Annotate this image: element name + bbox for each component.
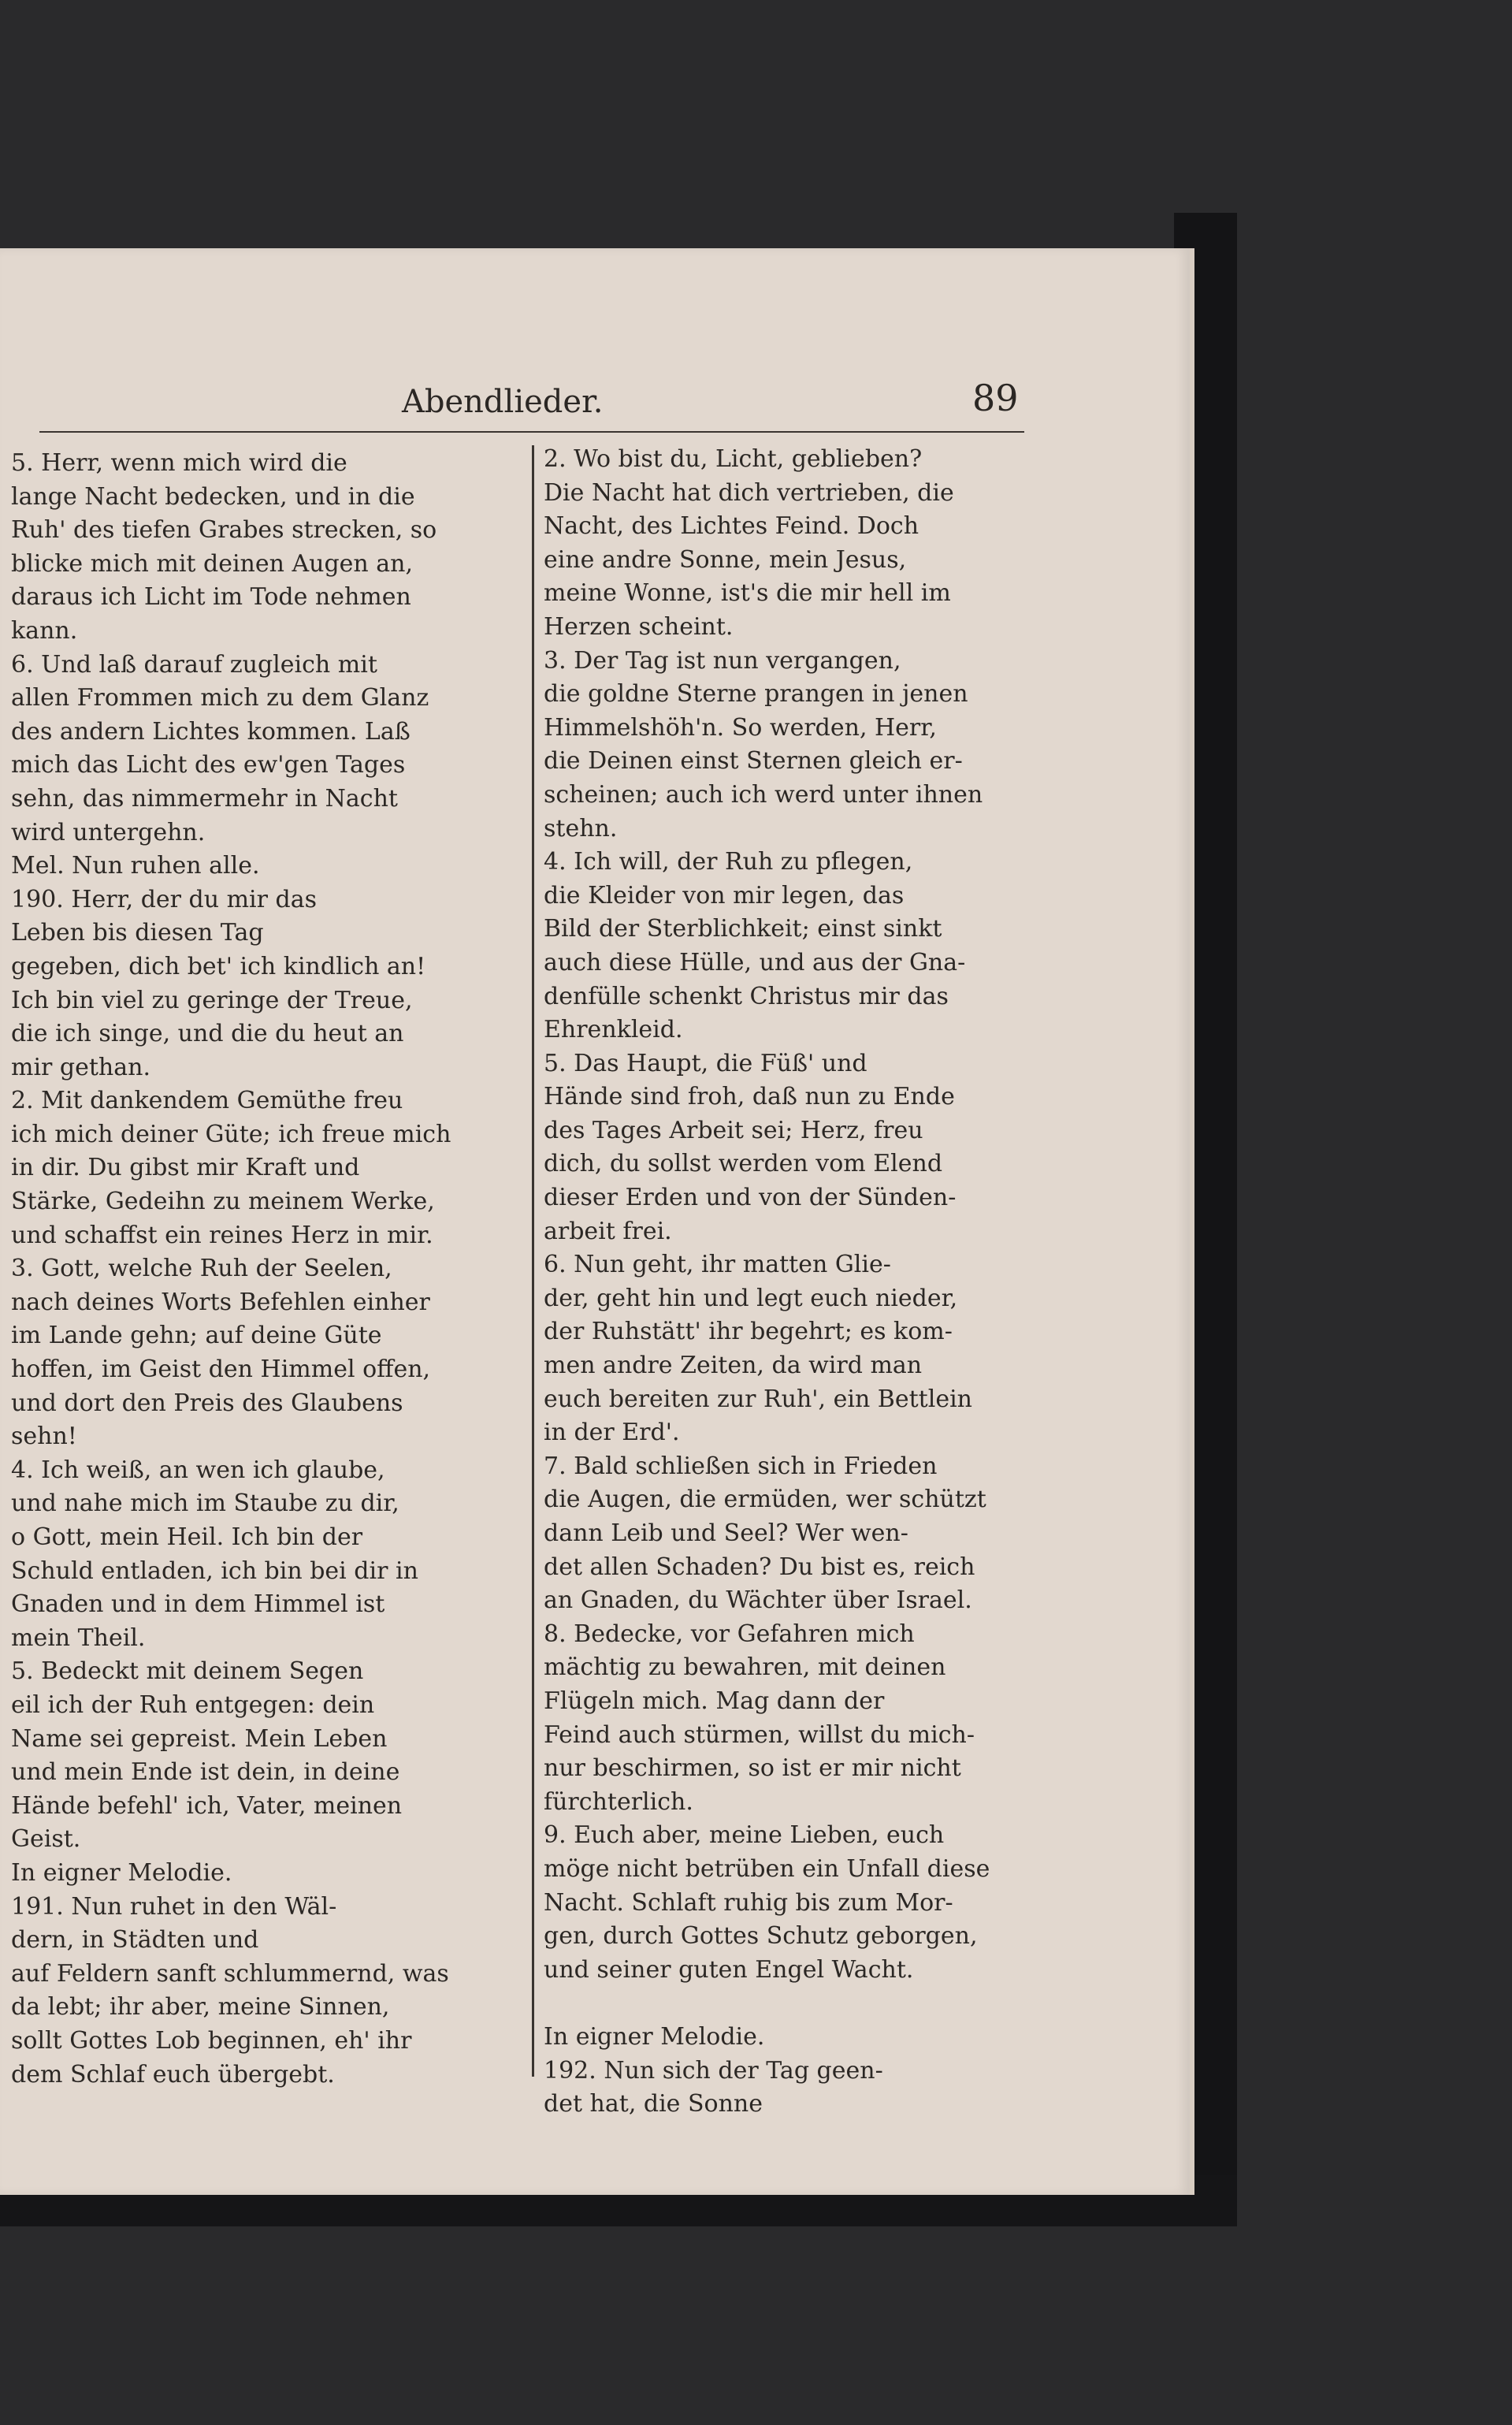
text-line: blicke mich mit deinen Augen an, xyxy=(11,549,414,578)
text-line: dich, du sollst werden vom Elend xyxy=(544,1150,943,1178)
text-line: dann Leib und Seel? Wer wen- xyxy=(544,1519,908,1547)
text-line: 3. Gott, welche Ruh der Seelen, xyxy=(11,1255,392,1283)
text-line: die Kleider von mir legen, das xyxy=(544,881,905,909)
text-line: Herzen scheint. xyxy=(544,612,734,641)
text-line: o Gott, mein Heil. Ich bin der xyxy=(11,1523,363,1551)
text-line: Schuld entladen, ich bin bei dir in xyxy=(11,1557,418,1585)
text-line: und schaffst ein reines Herz in mir. xyxy=(11,1221,433,1249)
text-line: Flügeln mich. Mag dann der xyxy=(544,1687,885,1715)
text-line: der, geht hin und legt euch nieder, xyxy=(544,1284,958,1312)
header-rule xyxy=(39,431,1024,433)
text-line: Hände sind froh, daß nun zu Ende xyxy=(544,1083,955,1111)
text-line: sollt Gottes Lob beginnen, eh' ihr xyxy=(11,2026,412,2055)
text-line: und nahe mich im Staube zu dir, xyxy=(11,1490,399,1518)
text-line: Ich bin viel zu geringe der Treue, xyxy=(11,986,413,1014)
text-line: auf Feldern sanft schlummernd, was xyxy=(11,1959,449,1988)
text-line: Geist. xyxy=(11,1825,81,1854)
text-line: Gnaden und in dem Himmel ist xyxy=(11,1590,385,1619)
page-number: 89 xyxy=(972,377,1019,419)
text-line: lange Nacht bedecken, und in die xyxy=(11,482,415,511)
text-line: Leben bis diesen Tag xyxy=(11,919,264,947)
text-line: det allen Schaden? Du bist es, reich xyxy=(544,1553,975,1581)
text-line: daraus ich Licht im Tode nehmen xyxy=(11,583,411,612)
text-line: da lebt; ihr aber, meine Sinnen, xyxy=(11,1993,390,2021)
text-line: stehn. xyxy=(544,814,618,842)
text-line: euch bereiten zur Ruh', ein Bettlein xyxy=(544,1385,972,1413)
text-line: und dort den Preis des Glaubens xyxy=(11,1389,403,1417)
text-line: gen, durch Gottes Schutz geborgen, xyxy=(544,1922,978,1951)
text-line: die Augen, die ermüden, wer schützt xyxy=(544,1486,986,1514)
text-line: 6. Und laß darauf zugleich mit xyxy=(11,650,377,679)
text-line: ich mich deiner Güte; ich freue mich xyxy=(11,1120,451,1148)
text-line: Ruh' des tiefen Grabes strecken, so xyxy=(11,516,437,545)
text-line: eil ich der Ruh entgegen: dein xyxy=(11,1690,375,1719)
text-line: nach deines Worts Befehlen einher xyxy=(11,1288,430,1316)
text-line: allen Frommen mich zu dem Glanz xyxy=(11,684,429,712)
text-line: 9. Euch aber, meine Lieben, euch xyxy=(544,1821,945,1850)
text-line: die goldne Sterne prangen in jenen xyxy=(544,680,968,709)
text-line: möge nicht betrüben ein Unfall diese xyxy=(544,1854,990,1883)
text-line: Himmelshöh'n. So werden, Herr, xyxy=(544,713,937,742)
text-line: 2. Mit dankendem Gemüthe freu xyxy=(11,1087,403,1115)
text-line: die Deinen einst Sternen gleich er- xyxy=(544,747,963,775)
text-line: 192. Nun sich der Tag geen- xyxy=(544,2056,883,2085)
text-line: 191. Nun ruhet in den Wäl- xyxy=(11,1892,337,1921)
text-line: Nacht, des Lichtes Feind. Doch xyxy=(544,512,919,541)
text-line: Ehrenkleid. xyxy=(544,1016,683,1044)
text-line: gegeben, dich bet' ich kindlich an! xyxy=(11,952,426,980)
text-line: im Lande gehn; auf deine Güte xyxy=(11,1322,382,1350)
text-line: sehn, das nimmermehr in Nacht xyxy=(11,784,398,813)
text-line: 5. Das Haupt, die Füß' und xyxy=(544,1049,867,1077)
text-line: die ich singe, und die du heut an xyxy=(11,1020,404,1048)
text-line: Feind auch stürmen, willst du mich- xyxy=(544,1720,975,1749)
text-line: des andern Lichtes kommen. Laß xyxy=(11,717,411,746)
text-line: 4. Ich weiß, an wen ich glaube, xyxy=(11,1456,385,1484)
text-line: und mein Ende ist dein, in deine xyxy=(11,1758,400,1787)
text-line: meine Wonne, ist's die mir hell im xyxy=(544,579,951,608)
text-line: scheinen; auch ich werd unter ihnen xyxy=(544,780,983,809)
text-line: 4. Ich will, der Ruh zu pflegen, xyxy=(544,848,913,876)
book-page xyxy=(0,248,1194,2195)
text-line: 190. Herr, der du mir das xyxy=(11,885,318,913)
text-line: Hände befehl' ich, Vater, meinen xyxy=(11,1791,403,1820)
column-divider xyxy=(532,445,534,2077)
text-line: 8. Bedecke, vor Gefahren mich xyxy=(544,1620,915,1648)
text-line: dem Schlaf euch übergebt. xyxy=(11,2060,335,2088)
text-line: des Tages Arbeit sei; Herz, freu xyxy=(544,1116,923,1144)
text-line: det hat, die Sonne xyxy=(544,2090,763,2118)
text-line: Name sei gepreist. Mein Leben xyxy=(11,1724,388,1753)
text-line: Bild der Sterblichkeit; einst sinkt xyxy=(544,915,942,943)
text-line: denfülle schenkt Christus mir das xyxy=(544,982,949,1010)
text-line: und seiner guten Engel Wacht. xyxy=(544,1955,914,1984)
text-line: Stärke, Gedeihn zu meinem Werke, xyxy=(11,1188,435,1216)
text-line: 3. Der Tag ist nun vergangen, xyxy=(544,646,901,675)
text-line: auch diese Hülle, und aus der Gna- xyxy=(544,948,966,976)
text-line: 2. Wo bist du, Licht, geblieben? xyxy=(544,445,923,473)
text-line: 5. Bedeckt mit deinem Segen xyxy=(11,1657,364,1686)
text-line: mir gethan. xyxy=(11,1053,150,1081)
text-line: Mel. Nun ruhen alle. xyxy=(11,852,260,880)
text-line: fürchterlich. xyxy=(544,1787,693,1816)
text-line: dern, in Städten und xyxy=(11,1926,259,1955)
right-column xyxy=(544,445,1044,2124)
text-line: hoffen, im Geist den Himmel offen, xyxy=(11,1356,431,1384)
left-column xyxy=(11,449,522,2094)
text-line: In eigner Melodie. xyxy=(11,1858,232,1887)
text-line: mein Theil. xyxy=(11,1623,146,1652)
text-line: men andre Zeiten, da wird man xyxy=(544,1352,923,1380)
text-line: an Gnaden, du Wächter über Israel. xyxy=(544,1586,972,1615)
text-line xyxy=(544,1989,1044,2023)
text-line: Nacht. Schlaft ruhig bis zum Mor- xyxy=(544,1888,953,1917)
text-line: in dir. Du gibst mir Kraft und xyxy=(11,1154,360,1182)
text-line: nur beschirmen, so ist er mir nicht xyxy=(544,1754,961,1783)
text-line: 6. Nun geht, ihr matten Glie- xyxy=(544,1251,891,1279)
text-line: mich das Licht des ew'gen Tages xyxy=(11,751,406,779)
text-line: In eigner Melodie. xyxy=(544,2022,765,2051)
text-line: Die Nacht hat dich vertrieben, die xyxy=(544,478,954,507)
text-line: 5. Herr, wenn mich wird die xyxy=(11,449,347,477)
text-line: sehn! xyxy=(11,1423,77,1451)
text-line: kann. xyxy=(11,616,78,645)
text-line: dieser Erden und von der Sünden- xyxy=(544,1184,957,1212)
text-line: wird untergehn. xyxy=(11,818,206,846)
text-line: mächtig zu bewahren, mit deinen xyxy=(544,1653,946,1682)
text-line: der Ruhstätt' ihr begehrt; es kom- xyxy=(544,1318,953,1346)
text-line: in der Erd'. xyxy=(544,1419,680,1447)
running-header: Abendlieder. xyxy=(402,384,604,420)
text-line: eine andre Sonne, mein Jesus, xyxy=(544,545,907,574)
text-line: arbeit frei. xyxy=(544,1217,672,1245)
text-line: 7. Bald schließen sich in Frieden xyxy=(544,1452,938,1480)
